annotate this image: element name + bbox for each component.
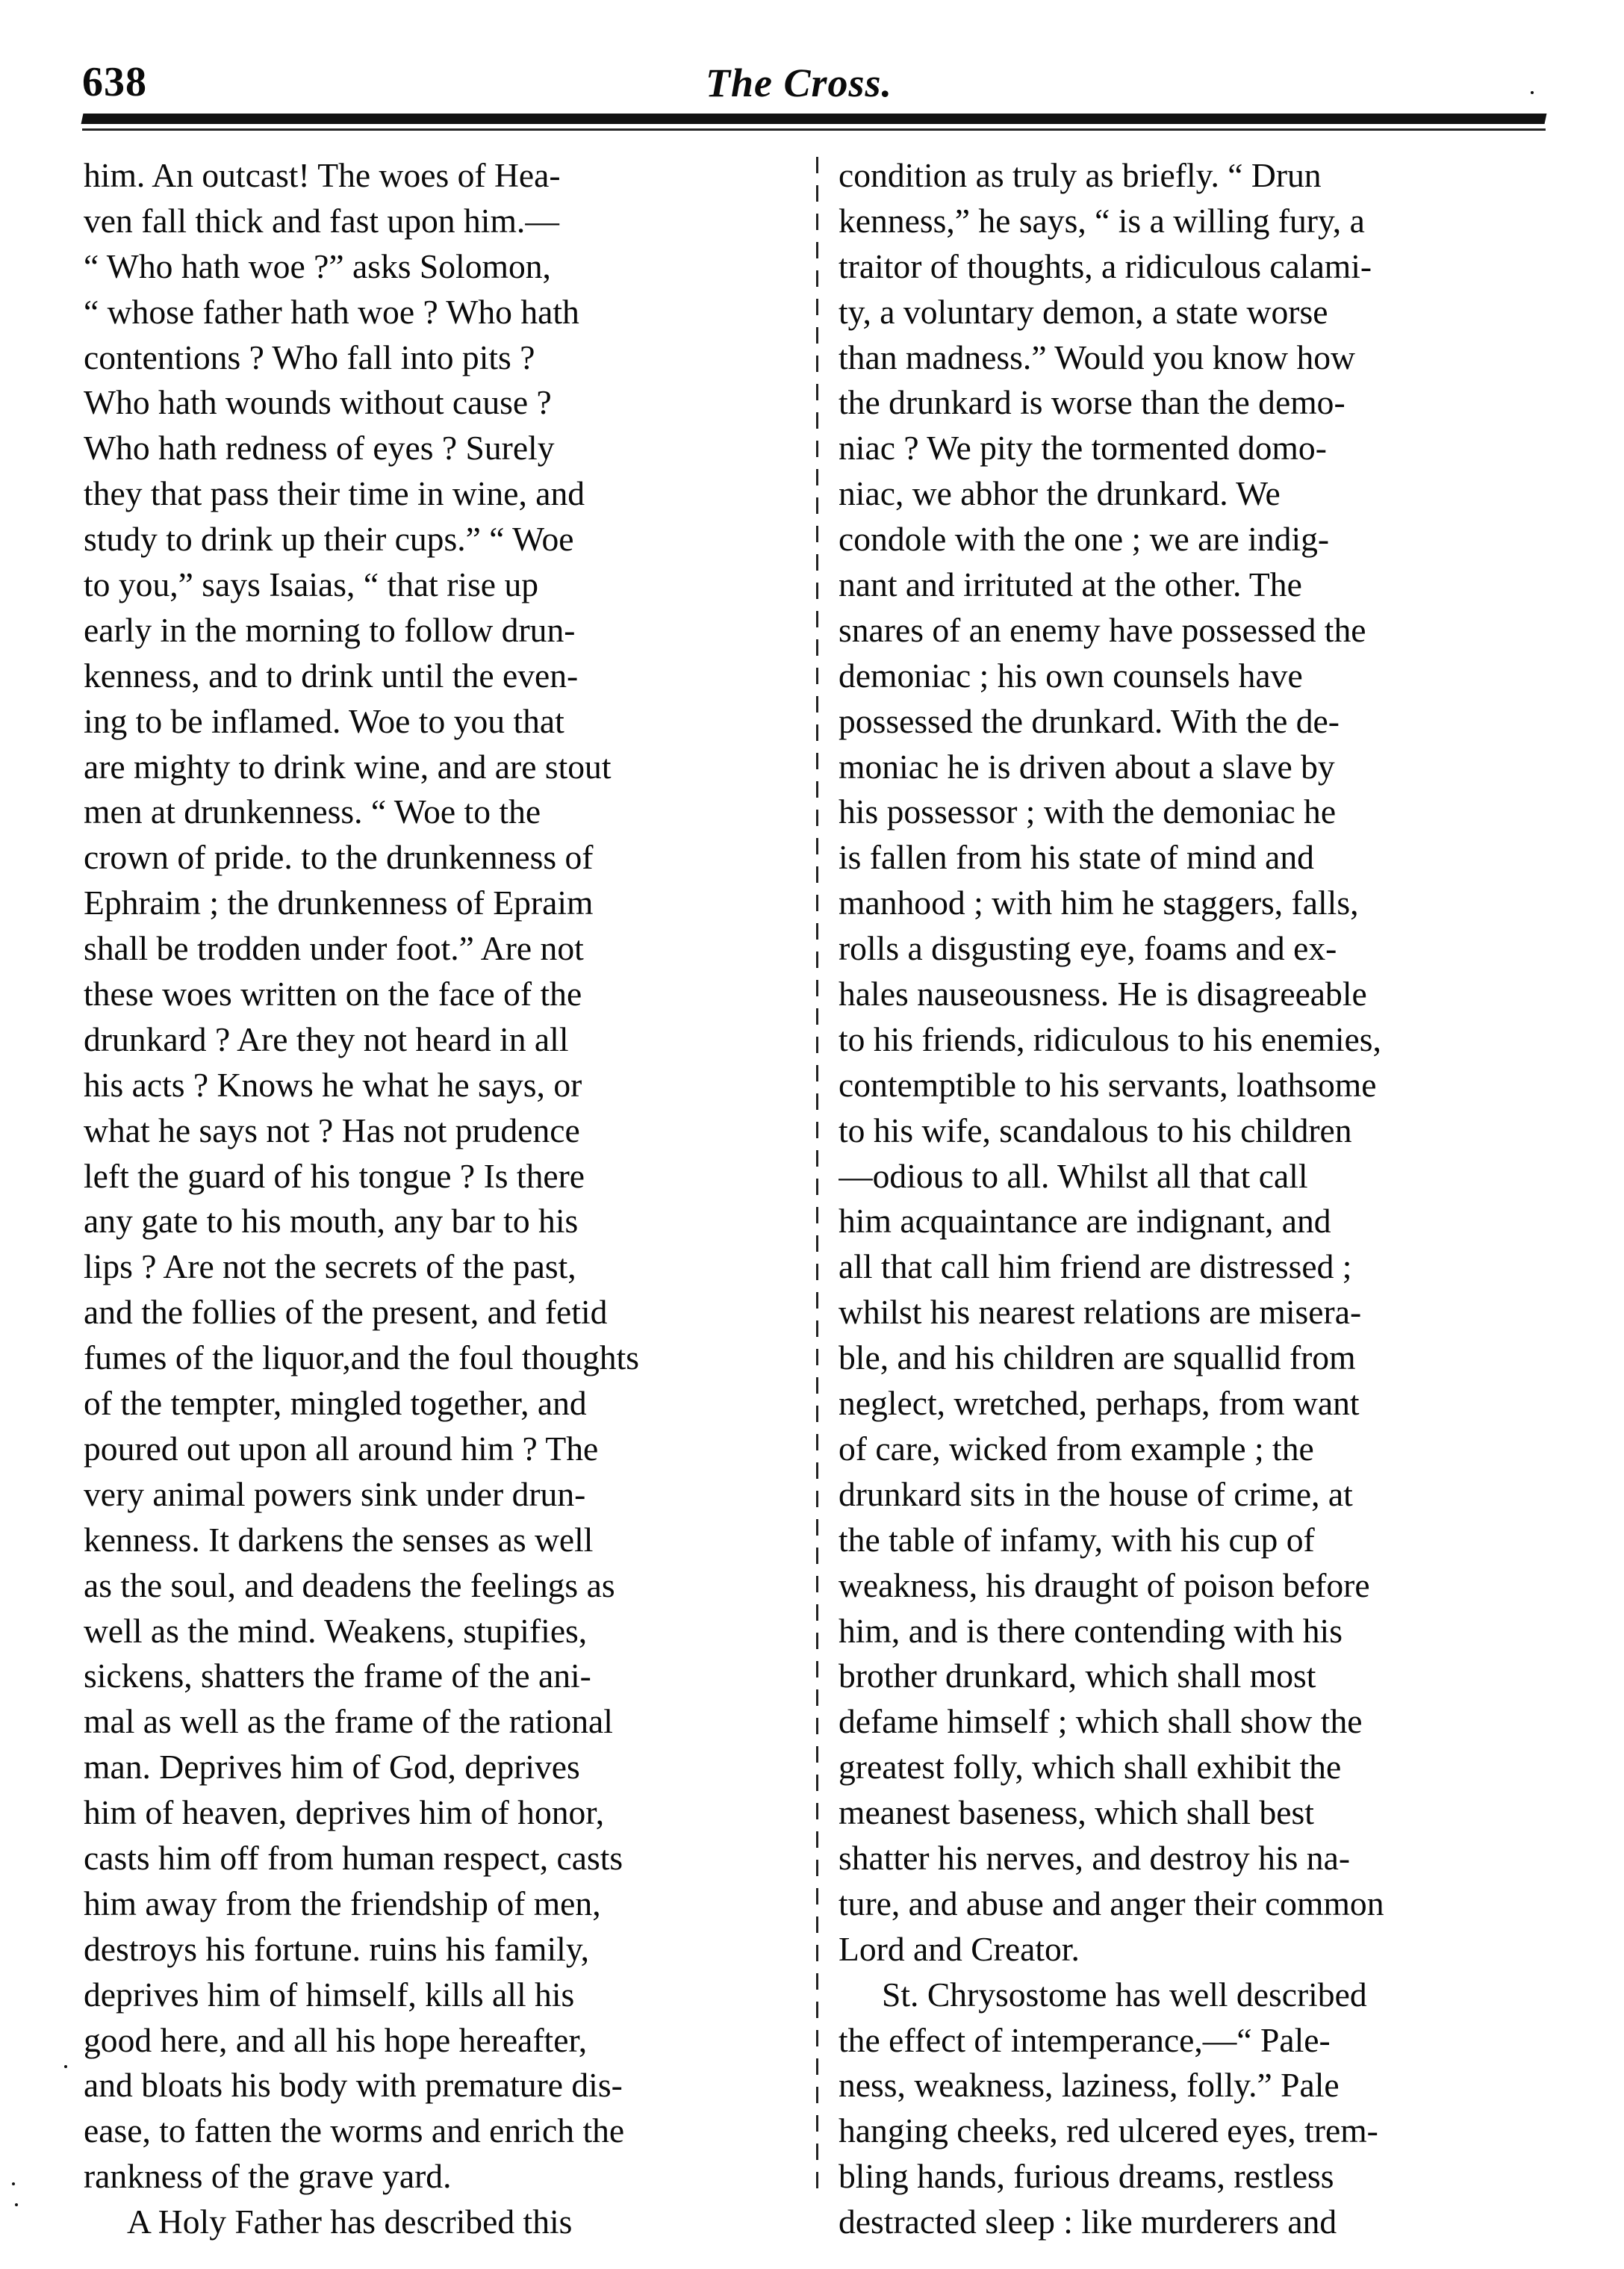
right-line: is fallen from his state of mind and [839,838,1314,877]
right-line: demoniac ; his own counsels have [839,656,1303,695]
right-line: —odious to all. Whilst all that call [839,1156,1308,1195]
right-line: greatest folly, which shall exhibit the [839,1748,1342,1787]
left-line: these woes written on the face of the [84,975,582,1014]
running-title: The Cross. [706,60,893,105]
right-line: the drunkard is worse than the demo- [839,383,1345,422]
left-line: deprives him of himself, kills all his [84,1975,575,2014]
left-line: are mighty to drink wine, and are stout [84,747,612,786]
right-line: to his wife, scandalous to his children [839,1111,1352,1149]
right-line: than madness.” Would you know how [839,338,1355,376]
right-line: defame himself ; which shall show the [839,1702,1363,1741]
right-line: moniac he is driven about a slave by [839,747,1335,786]
left-line: good here, and all his hope hereafter, [84,2020,588,2059]
right-line: traitor of thoughts, a ridiculous calami- [839,246,1372,285]
right-line: to his friends, ridiculous to his enemies, [839,1019,1381,1058]
left-line: contentions ? Who fall into pits ? [84,338,535,376]
left-line: Who hath wounds without cause ? [84,383,552,422]
right-line: St. Chrysostome has well described [882,1975,1367,2014]
right-line: nant and irrituted at the other. The [839,565,1302,604]
left-line: men at drunkenness. “ Woe to the [84,792,541,831]
left-line: well as the mind. Weakens, stupifies, [84,1611,588,1650]
left-line: they that pass their time in wine, and [84,474,585,513]
left-line: study to drink up their cups.” “ Woe [84,520,574,559]
right-line: niac ? We pity the tormented domo- [839,429,1327,468]
left-line: him away from the friendship of men, [84,1884,601,1922]
right-line: contemptible to his servants, loathsome [839,1065,1377,1104]
right-line: condition as truly as briefly. “ Drun [839,156,1322,194]
left-line: to you,” says Isaias, “ that rise up [84,565,539,604]
print-speck [12,2182,15,2185]
right-line: ble, and his children are squallid from [839,1338,1356,1377]
left-line: ven fall thick and fast upon him.— [84,201,559,240]
left-line: casts him off from human respect, casts [84,1838,623,1877]
right-line: hales nauseousness. He is disagreeable [839,975,1367,1014]
right-line: drunkard sits in the house of crime, at [839,1474,1353,1513]
right-line: brother drunkard, which shall most [839,1657,1316,1695]
right-line: condole with the one ; we are indig- [839,520,1330,559]
page-number: 638 [82,59,147,105]
left-line: ease, to fatten the worms and enrich the [84,2111,625,2150]
left-line: fumes of the liquor,and the foul thoughts [84,1338,640,1377]
header-rule-thin [82,128,1546,131]
left-line: shall be trodden under foot.” Are not [84,929,584,968]
left-line: any gate to his mouth, any bar to his [84,1202,579,1241]
right-line: manhood ; with him he staggers, falls, [839,884,1359,922]
left-line: kenness. It darkens the senses as well [84,1520,594,1559]
header-rule [81,114,1547,124]
right-line: of care, wicked from example ; the [839,1429,1314,1468]
left-line: as the soul, and deadens the feelings as [84,1565,615,1604]
right-line: rolls a disgusting eye, foams and ex- [839,929,1337,968]
right-line: ness, weakness, laziness, folly.” Pale [839,2066,1340,2105]
left-line: sickens, shatters the frame of the ani- [84,1657,591,1695]
right-line: all that call him friend are distressed ; [839,1247,1352,1286]
page-header [82,58,1546,118]
right-line: Lord and Creator. [839,1929,1080,1968]
right-line: him, and is there contending with his [839,1611,1343,1650]
left-line: left the guard of his tongue ? Is there [84,1156,585,1195]
left-text-column [84,153,793,2245]
left-line: early in the morning to follow drun- [84,610,576,649]
right-line: ture, and abuse and anger their common [839,1884,1384,1922]
print-speck [1531,91,1534,94]
right-line: shatter his nerves, and destroy his na- [839,1838,1350,1877]
left-line: “ whose father hath woe ? Who hath [84,292,579,331]
right-line: him acquaintance are indignant, and [839,1202,1331,1241]
left-line: mal as well as the frame of the rational [84,1702,613,1741]
right-line: possessed the drunkard. With the de- [839,701,1340,740]
left-line: crown of pride. to the drunkenness of [84,838,594,877]
column-divider [816,157,818,2196]
right-line: whilst his nearest relations are misera- [839,1293,1362,1332]
right-line: destracted sleep : like murderers and [839,2203,1337,2241]
left-line: destroys his fortune. ruins his family, [84,1929,590,1968]
right-line: the effect of intemperance,—“ Pale- [839,2020,1331,2059]
left-line: very animal powers sink under drun- [84,1474,586,1513]
left-line: A Holy Father has described this [127,2203,573,2241]
left-line: lips ? Are not the secrets of the past, [84,1247,576,1286]
left-line: man. Deprives him of God, deprives [84,1748,580,1787]
left-line: ing to be inflamed. Woe to you that [84,701,564,740]
right-line: niac, we abhor the drunkard. We [839,474,1281,513]
right-line: bling hands, furious dreams, restless [839,2157,1334,2196]
right-text-column [839,153,1548,2245]
right-line: kenness,” he says, “ is a willing fury, a [839,201,1365,240]
left-line: and the follies of the present, and fetid [84,1293,608,1332]
left-line: him. An outcast! The woes of Hea- [84,156,561,194]
print-speck [15,2203,18,2206]
right-line: ty, a voluntary demon, a state worse [839,292,1328,331]
right-line: his possessor ; with the demoniac he [839,792,1337,831]
print-speck [64,2065,67,2068]
left-line: and bloats his body with premature dis- [84,2066,623,2105]
left-line: poured out upon all around him ? The [84,1429,599,1468]
left-line: his acts ? Knows he what he says, or [84,1065,582,1104]
right-line: the table of infamy, with his cup of [839,1520,1315,1559]
right-line: neglect, wretched, perhaps, from want [839,1384,1360,1423]
right-line: meanest baseness, which shall best [839,1793,1314,1832]
left-line: him of heaven, deprives him of honor, [84,1793,605,1832]
left-line: Who hath redness of eyes ? Surely [84,429,555,468]
left-line: kenness, and to drink until the even- [84,656,579,695]
left-line: drunkard ? Are they not heard in all [84,1019,569,1058]
left-line: “ Who hath woe ?” asks Solomon, [84,246,551,285]
left-line: what he says not ? Has not prudence [84,1111,580,1149]
right-line: snares of an enemy have possessed the [839,610,1366,649]
left-line: rankness of the grave yard. [84,2157,452,2196]
right-line: hanging cheeks, red ulcered eyes, trem- [839,2111,1378,2150]
left-line: Ephraim ; the drunkenness of Epraim [84,884,594,922]
right-line: weakness, his draught of poison before [839,1565,1370,1604]
left-line: of the tempter, mingled together, and [84,1384,587,1423]
